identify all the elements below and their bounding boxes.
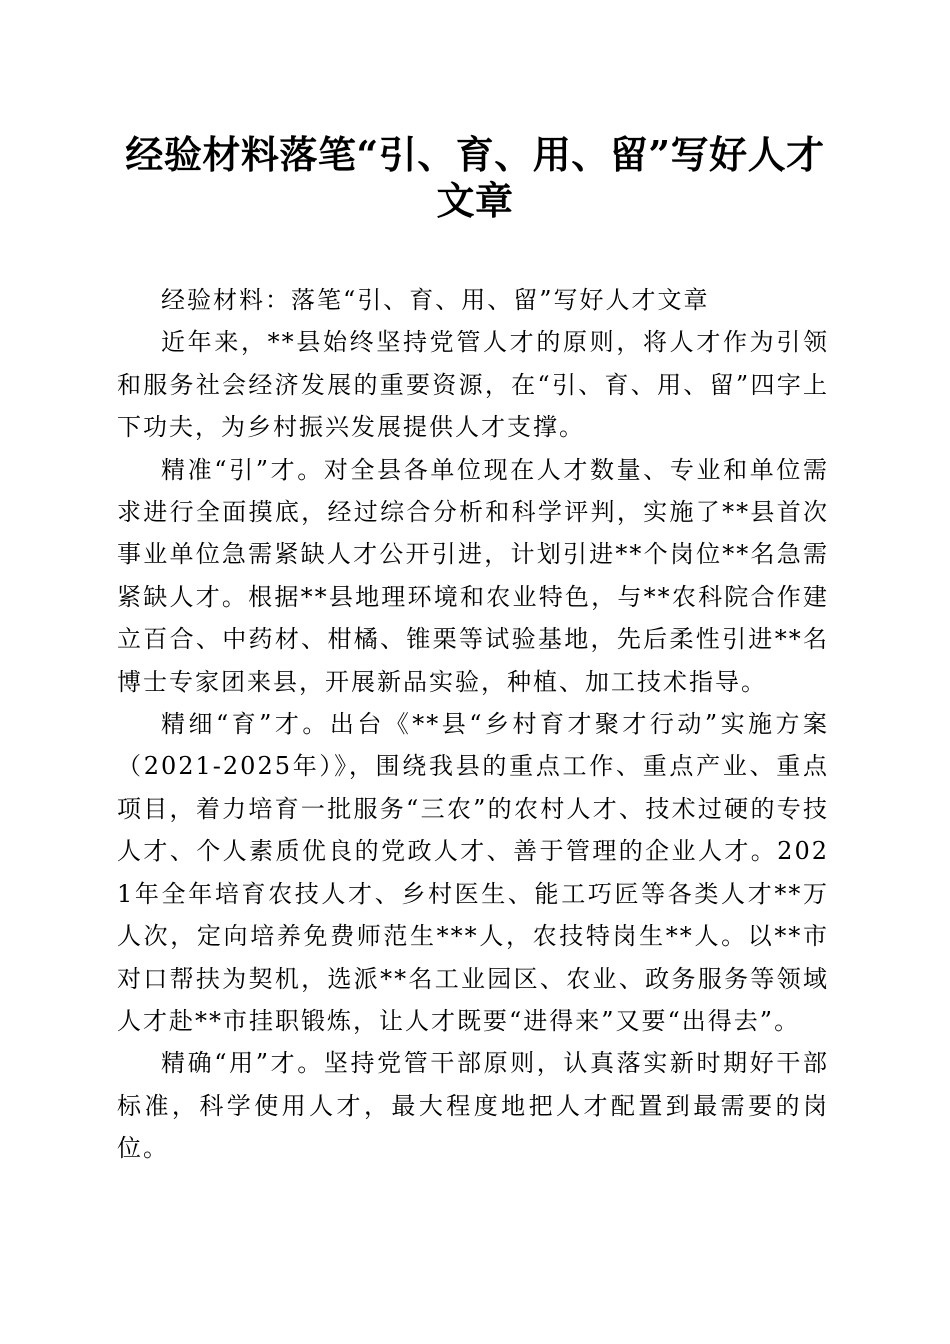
paragraph-cultivate-talent: 精细“育”才。出台《**县“乡村育才聚才行动”实施方案（2021-2025年）》，围绕我县的重点工作、重点产业、重点项目，着力培育一批服务“三农”的农村人才、技术过硬的专技人才、个人素质优良的党政人才、善于管理的企业人才。2021年全年培育农技人才、乡村医生、能工巧匠等各类人才**万人次，定向培养免费师范生***人，农技特岗生**人。以**市对口帮扶为契机，选派**名工业园区、农业、政务服务等领域人才赴**市挂职锻炼，让人才既要“进得来”又要“出得去”。 xyxy=(117,710,829,1035)
paragraph-attract-talent: 精准“引”才。对全县各单位现在人才数量、专业和单位需求进行全面摸底，经过综合分析和科学评判，实施了**县首次事业单位急需紧缺人才公开引进，计划引进**个岗位**名急需紧缺人才。根据**县地理环境和农业特色，与**农科院合作建立百合、中药材、柑橘、锥栗等试验基地，先后柔性引进**名博士专家团来县，开展新品实验，种植、加工技术指导。 xyxy=(117,455,829,696)
paragraph-intro: 近年来，**县始终坚持党管人才的原则，将人才作为引领和服务社会经济发展的重要资源，在“引、育、用、留”四字上下功夫，为乡村振兴发展提供人才支撑。 xyxy=(117,328,829,442)
paragraph-use-talent: 精确“用”才。坚持党管干部原则，认真落实新时期好干部标准，科学使用人才，最大程度地把人才配置到最需要的岗位。 xyxy=(117,1049,829,1163)
document-title: 经验材料落笔“引、育、用、留”写好人才文章 xyxy=(125,132,825,223)
document-body xyxy=(117,279,829,1170)
paragraph-subtitle: 经验材料：落笔“引、育、用、留”写好人才文章 xyxy=(161,286,710,314)
